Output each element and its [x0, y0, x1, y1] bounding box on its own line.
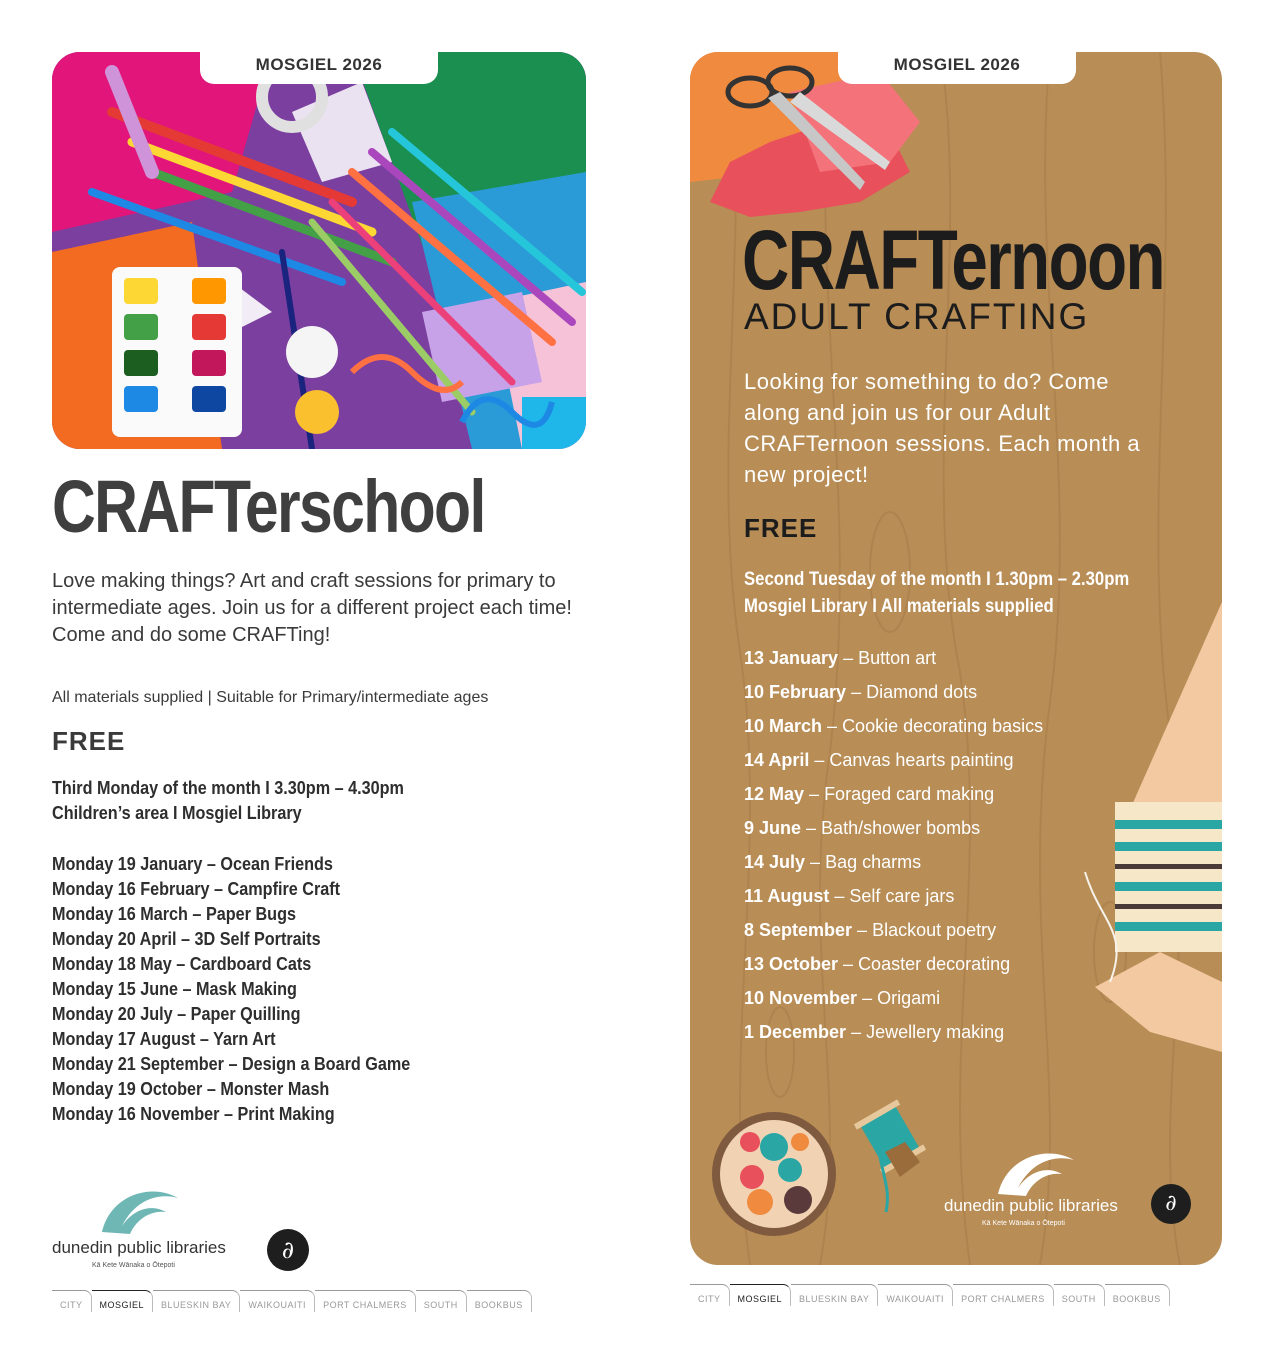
session-date: 8 September	[744, 920, 853, 940]
separator: –	[809, 750, 830, 770]
separator: –	[822, 716, 843, 736]
session-project: Origami	[877, 988, 941, 1008]
list-item: Monday 18 May – Cardboard Cats	[52, 954, 312, 974]
list-item: Monday 19 January – Ocean Friends	[52, 854, 333, 874]
session-date: 12 May	[744, 784, 805, 804]
logo-text: dunedin public libraries	[52, 1238, 226, 1257]
tab-south: SOUTH	[416, 1290, 467, 1312]
tab-bookbus: BOOKBUS	[467, 1290, 532, 1312]
separator: –	[846, 1022, 867, 1042]
separator: –	[801, 818, 822, 838]
list-item	[744, 947, 1043, 981]
swoosh-icon	[996, 1148, 1076, 1198]
list-item: Monday 17 August – Yarn Art	[52, 1029, 276, 1049]
schedule-place: Mosgiel Library I All materials supplied	[744, 596, 1054, 617]
separator: –	[852, 920, 873, 940]
separator: –	[846, 682, 867, 702]
session-date: 1 December	[744, 1022, 847, 1042]
separator: –	[805, 852, 826, 872]
tab-mosgiel: MOSGIEL	[730, 1284, 792, 1306]
list-item	[744, 913, 1043, 947]
session-project: Diamond dots	[866, 682, 978, 702]
session-project: Coaster decorating	[858, 954, 1011, 974]
session-project: Foraged card making	[824, 784, 995, 804]
session-project: Bath/shower bombs	[821, 818, 981, 838]
session-date: 13 January	[744, 648, 839, 668]
session-date: 9 June	[744, 818, 802, 838]
session-project: Self care jars	[849, 886, 955, 906]
logo-subtext: Kā Kete Wānaka o Ōtepoti	[982, 1220, 1065, 1227]
session-list	[744, 641, 1043, 1049]
session-project: Button art	[858, 648, 937, 668]
schedule-place: Children’s area I Mosgiel Library	[52, 803, 302, 823]
list-item	[744, 879, 1043, 913]
session-date: 10 March	[744, 716, 823, 736]
dunedin-mark-icon: ∂	[1151, 1184, 1191, 1224]
tab-blueskin-bay: BLUESKIN BAY	[791, 1284, 878, 1306]
session-date: 11 August	[744, 886, 830, 906]
page-subtitle: ADULT CRAFTING	[744, 296, 1090, 337]
list-item: Monday 16 November – Print Making	[52, 1104, 335, 1124]
list-item	[744, 811, 1043, 845]
tab-waikouaiti: WAIKOUAITI	[240, 1290, 315, 1312]
separator: –	[838, 648, 859, 668]
location-tag: MOSGIEL 2026	[838, 50, 1076, 84]
dunedin-mark-icon: ∂	[267, 1229, 309, 1271]
page-title: CRAFTerschool	[52, 465, 485, 548]
session-project: Jewellery making	[866, 1022, 1005, 1042]
session-project: Canvas hearts painting	[829, 750, 1014, 770]
list-item	[744, 675, 1043, 709]
separator: –	[804, 784, 825, 804]
craft-supplies-photo	[52, 52, 586, 449]
list-item: Monday 16 March – Paper Bugs	[52, 904, 296, 924]
tab-city: CITY	[52, 1290, 92, 1312]
free-label: FREE	[52, 726, 126, 756]
logo-subtext: Kā Kete Wānaka o Ōtepoti	[92, 1262, 175, 1269]
list-item	[744, 981, 1043, 1015]
branch-tabs	[690, 1284, 1170, 1306]
library-logo	[52, 1186, 242, 1272]
schedule-time: Third Monday of the month I 3.30pm – 4.30pm	[52, 778, 404, 798]
list-item: Monday 16 February – Campfire Craft	[52, 879, 341, 899]
session-date: 13 October	[744, 954, 839, 974]
list-item: Monday 20 July – Paper Quilling	[52, 1004, 301, 1024]
schedule-info	[744, 566, 1129, 620]
tab-bookbus: BOOKBUS	[1105, 1284, 1170, 1306]
page-title: CRAFTernoon	[742, 213, 1165, 307]
tab-south: SOUTH	[1054, 1284, 1105, 1306]
location-tag: MOSGIEL 2026	[200, 50, 438, 84]
schedule-time: Second Tuesday of the month I 1.30pm – 2.30pm	[744, 569, 1130, 590]
session-date: 10 February	[744, 682, 847, 702]
list-item	[744, 641, 1043, 675]
session-project: Bag charms	[825, 852, 922, 872]
session-list	[52, 852, 410, 1127]
list-item	[744, 743, 1043, 777]
tab-port-chalmers: PORT CHALMERS	[315, 1290, 416, 1312]
swoosh-icon	[100, 1186, 180, 1236]
tab-mosgiel: MOSGIEL	[92, 1290, 154, 1312]
session-project: Cookie decorating basics	[842, 716, 1044, 736]
list-item: Monday 20 April – 3D Self Portraits	[52, 929, 321, 949]
session-project: Blackout poetry	[872, 920, 997, 940]
tab-city: CITY	[690, 1284, 730, 1306]
list-item	[744, 845, 1043, 879]
free-label: FREE	[744, 513, 818, 543]
tab-port-chalmers: PORT CHALMERS	[953, 1284, 1054, 1306]
list-item	[744, 1015, 1043, 1049]
details-text: All materials supplied | Suitable for Primary/intermediate ages	[52, 689, 489, 706]
intro-text: Looking for something to do? Come along and join us for our Adult CRAFTernoon sessions. Each month a new project!	[744, 369, 1141, 487]
separator: –	[857, 988, 878, 1008]
list-item: Monday 19 October – Monster Mash	[52, 1079, 330, 1099]
tab-blueskin-bay: BLUESKIN BAY	[153, 1290, 240, 1312]
list-item: Monday 21 September – Design a Board Game	[52, 1054, 411, 1074]
session-date: 14 July	[744, 852, 806, 872]
tab-waikouaiti: WAIKOUAITI	[878, 1284, 953, 1306]
session-date: 14 April	[744, 750, 810, 770]
separator: –	[838, 954, 859, 974]
session-date: 10 November	[744, 988, 858, 1008]
intro-text: Love making things? Art and craft sessions for primary to intermediate ages. Join us for a different project each time! Come and do some CRAFTing!	[52, 570, 572, 646]
list-item: Monday 15 June – Mask Making	[52, 979, 297, 999]
list-item	[744, 709, 1043, 743]
list-item	[744, 777, 1043, 811]
schedule-info	[52, 776, 404, 826]
logo-text: dunedin public libraries	[944, 1196, 1118, 1215]
separator: –	[829, 886, 850, 906]
branch-tabs	[52, 1290, 532, 1312]
